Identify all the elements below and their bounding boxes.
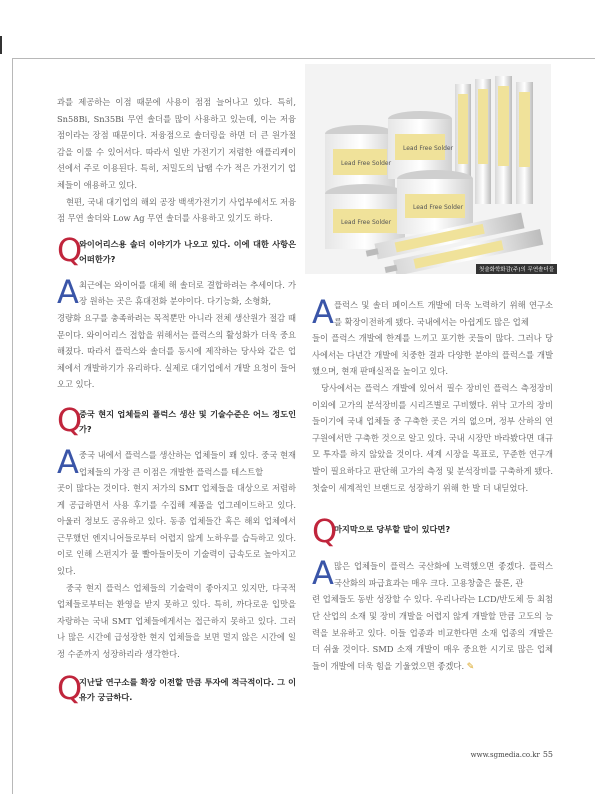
answer-lead: 최근에는 와이어를 대체 해 솔더로 결합하려는 추세이다. 가장 원하는 곳은 휴대전화 분야이다. 다기능화, 소형화, [79,279,296,307]
q-marker: Q [57,668,83,707]
answer-body [312,591,553,675]
a-marker: A [312,293,334,331]
a-marker: A [57,442,79,481]
solder-products-illustration [305,64,551,274]
question-block [57,668,296,709]
q-marker: Q [57,400,83,439]
footer-site: www.sgmedia.co.kr [470,751,540,759]
answer-body: 경량화 요구를 충족하려는 목적뿐만 아니라 전체 생산원가 절감 때문이다. 와이어리스 접합을 위해서는 플럭스의 활성화가 더욱 중요해졌다. 따라서 플럭스와 솔더를 동시에 제작하는 당사와 같은 업체에서 개발하기가 유리하다. 실제로 대기업에서 개발 요청이 들어오고 있다. [57,312,296,390]
jar-label: Lead Free Solder [341,160,392,167]
question-text: 지난달 연구소를 확장 이전할 만큼 투자에 적극적이다. 그 이유가 궁금하다. [79,676,296,702]
body-paragraph: 당사에서는 플럭스 개발에 있어서 필수 장비인 플럭스 측정장비 이외에 고가의 분석장비를 시리즈별로 구비했다. 위낙 고가의 장비들이기에 국내 업체들 중 구축한 곳은 거의 없으며, 정부 산하의 연구원에서만 구축한 것으로 알고 있다. 국내 시장만 바라봤다면 대규모 투자를 하지 않았을 것이다. 세계 시장을 목표로, 꾸준한 연구개발이 필요하다고 판단해 고가의 측정 및 분석장비를 구축하게 됐다. 첫술이 세계적인 브랜드로 성장하기 위해 한 발 더 내딛었다. [312,382,553,493]
answer-lead: 중국 내에서 플럭스를 생산하는 업체들이 꽤 있다. 중국 현재 업체들의 가장 큰 이점은 개발한 플럭스를 테스트할 [79,449,296,477]
jar-label: Lead Free Solder [413,204,464,211]
left-column [57,94,296,715]
question-text: 마지막으로 당부할 말이 있다면? [334,524,451,535]
answer-body-text: 련 업체들도 동반 성장할 수 있다. 우리나라는 LCD/반도체 등 최첨단 산업의 소재 및 장비 개발을 어렵지 않게 개발할 만큼 고도의 능력을 보유하고 있다. 이들 업종과 비교한다면 소재 업종의 개발은 더 쉬울 것이다. SMD 소재 개발이 매우 중요한 시기로 많은 업체들이 개발에 더욱 힘을 기울였으면 좋겠다. [312,594,553,671]
answer-block [312,293,553,380]
photo-caption: 첫술화학화감(주)의 무연솔더들 [476,264,557,274]
product-photo [305,64,551,274]
page-edge-mark [0,36,2,54]
answer-block [57,272,296,393]
jar-label: Lead Free Solder [341,219,392,226]
question-block [57,400,296,441]
body-paragraph: 중국 현지 플럭스 업체들의 기술력이 좋아지고 있지만, 다국적 업체들로부터는 환영을 받지 못하고 있다. 특히, 까다로운 입맛을 자랑하는 국내 SMT 업체들에게서는 접근하지 못하고 있다. 그러나 많은 시간에 급성장한 현지 업체들을 보면 멀지 않은 시간에 일정 수준까지 성장하리라 생각한다. [57,582,296,660]
end-mark-icon: ✎ [466,661,475,672]
body-paragraph: 과를 제공하는 이점 때문에 사용이 점점 늘어나고 있다. 특히, Sn58Bi, Sn35Bi 무연 솔더를 많이 사용하고 있는데, 이는 저융점이라는 장점 때문이다. 저융점으로 솔더링을 하면 더 큰 원가절감을 이룰 수 있어서다. 따라서 일반 가전기기 저렴한 애플리케이션에서 주로 이용된다. 특히, 저밀도의 납땜 수가 적은 가전기기 업체들이 애용하고 있다. [57,97,296,190]
answer-body: 들이 플럭스 개발에 한계를 느끼고 포기한 곳들이 많다. 그러나 당사에서는 다년간 개발에 치중한 결과 다양한 분야의 플럭스를 개발했으며, 현재 판매실적을 높이고 있다. [312,333,553,377]
question-text: 와이어리스용 솔더 이야기가 나오고 있다. 이에 대한 사항은 어떠한가? [79,238,296,264]
a-marker: A [312,554,334,593]
body-paragraph: 현편, 국내 대기업의 해외 공장 백색가전기기 사업부에서도 저융점 무연 솔더와 Low Ag 무연 솔더를 사용하고 있기도 하다. [57,196,296,224]
question-text: 중국 현지 업체들의 플럭스 생산 및 기술수준은 어느 정도인가? [79,408,296,434]
q-marker: Q [57,230,83,269]
right-column [312,293,553,675]
answer-block [312,554,553,675]
question-block [312,512,553,552]
page-footer [471,750,553,759]
jar-label: Lead Free Solder [403,145,454,152]
question-block [57,230,296,271]
answer-block [57,442,296,580]
q-marker: Q [312,512,338,551]
a-marker: A [57,272,79,311]
answer-body: 곳이 많다는 것이다. 현지 저가의 SMT 업체들을 대상으로 저렴하게 공급하면서 사용 후기를 수집해 제품을 업그레이드하고 있다. 아울러 정보도 공유하고 있다. 동종 업체들간 혹은 해외 업체에서 근무했던 엔지니어들로부터 어렵지 않게 노하우를 습득하고 있다. 이로 인해 스펀지가 물 빨아들이듯이 기술력이 급속도로 높아지고 있다. [57,483,296,577]
page-border-top [12,58,595,59]
page-border-left [12,58,13,794]
answer-lead: 플럭스 및 솔더 페이스트 개발에 더욱 노력하기 위해 연구소를 확장이전하게 됐다. 국내에서는 아쉽게도 많은 업체 [334,300,553,327]
answer-lead: 많은 업체들이 플럭스 국산화에 노력했으면 좋겠다. 플럭스 국산화의 파급효과는 매우 크다. 고용창출은 물론, 관 [334,561,553,588]
page-number: 55 [542,750,553,759]
